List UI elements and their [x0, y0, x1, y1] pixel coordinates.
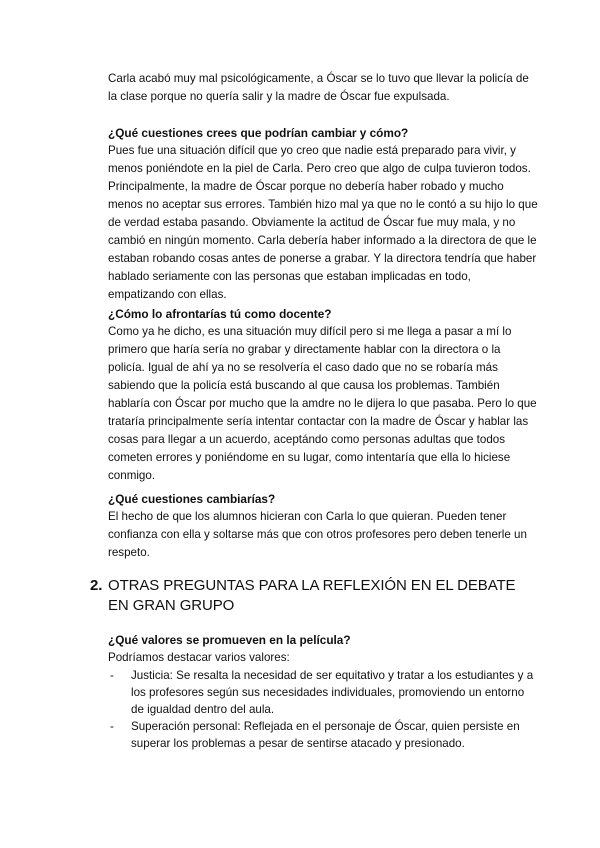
question-cambiarias: ¿Qué cuestiones cambiarías? [108, 492, 276, 506]
question-afrontar: ¿Cómo lo afrontarías tú como docente? [108, 307, 332, 321]
list-item-text: Justicia: Se resalta la necesidad de ser equitativo y tratar a los estudiantes y a los profesores según sus necesidades individuales, promoviendo un entorno de igualdad dentro del aula. [131, 669, 534, 716]
section-heading-2 [90, 576, 530, 614]
intro-paragraph: Carla acabó muy mal psicológicamente, a Óscar se lo tuvo que llevar la policía de la clase porque no quería salir y la madre de Óscar fue expulsada. [108, 72, 529, 103]
valores-intro: Podríamos destacar varios valores: [108, 651, 290, 664]
question-cambiar: ¿Qué cuestiones crees que podrían cambiar y cómo? [108, 126, 409, 140]
list-bullet: - [110, 720, 114, 733]
section-cambiarias [108, 490, 540, 562]
section-cambiar [108, 124, 540, 304]
answer-afrontar: Como ya he dicho, es una situación muy difícil pero si me llega a pasar a mí lo primero que haría sería no grabar y directamente hablar con la directora o la policía. Igual de ahí ya no se resolvería el caso dado que no se robaría más sabiendo que la policía está buscando al que causa los problemas. También hablaría con Óscar por mucho que la amdre no le dijera lo que pasaba. Pero lo que trataría principalmente sería intentar contactar con la madre de Óscar y hablar las cosas para llegar a un acuerdo, aceptándo como personas adultas que todos cometen errores y poniéndome en su lugar, como intentaría que ella lo hiciese conmigo. [108, 325, 537, 482]
list-bullet: - [110, 669, 114, 682]
heading-number: 2. [90, 577, 103, 594]
section-valores [108, 631, 540, 752]
section-afrontar [108, 305, 540, 485]
list-item-text: Superación personal: Reflejada en el personaje de Óscar, quien persiste en superar los problemas a pesar de sentirse atacado y presionado. [131, 720, 520, 750]
list-item [108, 667, 540, 718]
heading-title: OTRAS PREGUNTAS PARA LA REFLEXIÓN EN EL DEBATE EN GRAN GRUPO [108, 577, 516, 614]
answer-cambiarias: El hecho de que los alumnos hicieran con Carla lo que quieran. Pueden tener confianza con ella y soltarse más que con otros profesores pero deben tenerle un respeto. [108, 510, 527, 559]
values-list [108, 667, 540, 752]
intro-block [108, 70, 540, 106]
answer-cambiar: Pues fue una situación difícil que yo creo que nadie está preparado para vivir, y menos poniéndote en la piel de Carla. Pero creo que algo de culpa tuvieron todos. Principalmente, la madre de Óscar porque no debería haber robado y mucho menos no aceptar sus errores. También hizo mal ya que no le contó a su hijo lo que de verdad estaba pasando. Obviamente la actitud de Óscar fue muy mala, y no cambió en ningún momento. Carla debería haber informado a la directora de que le estaban robando cosas antes de ponerse a grabar. Y la directora tendría que haber hablado seriamente con las personas que estaban implicadas en todo, empatizando con ellas. [108, 144, 538, 301]
question-valores: ¿Qué valores se promueven en la película? [108, 633, 351, 647]
list-item [108, 718, 540, 752]
